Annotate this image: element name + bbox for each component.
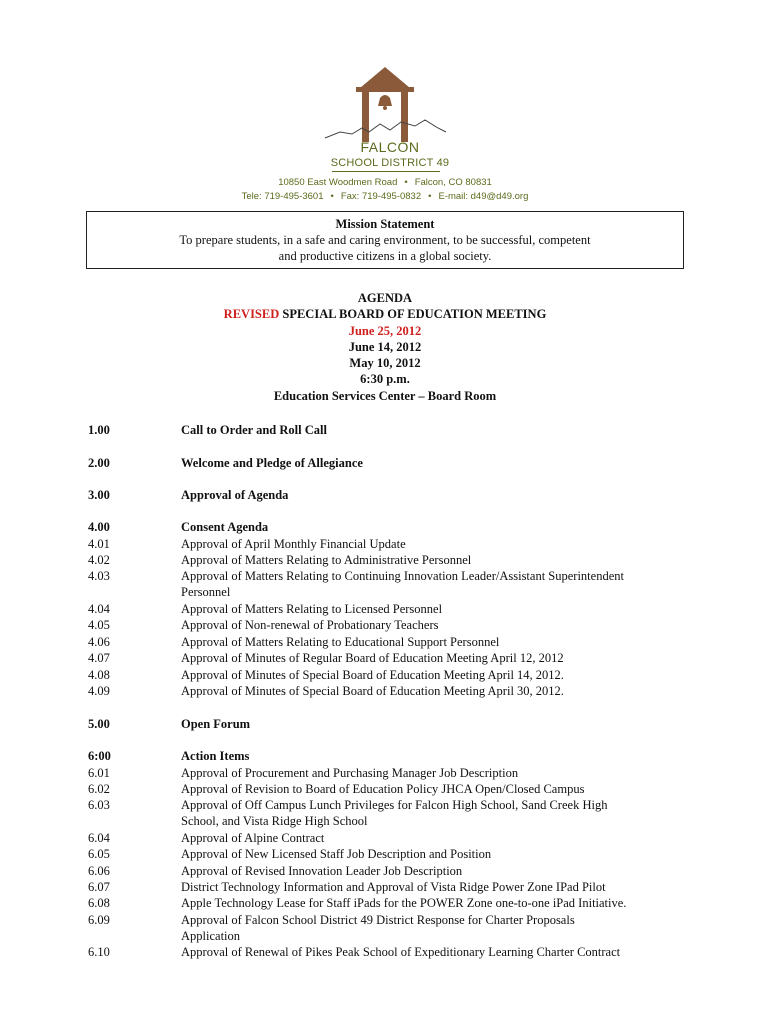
item-number: 4.06 xyxy=(88,635,110,649)
item-number: 6.07 xyxy=(88,880,110,894)
item-number: 3.00 xyxy=(88,488,110,502)
item-number: 4.01 xyxy=(88,537,110,551)
item-text: Approval of Falcon School District 49 District Response for Charter Proposals xyxy=(181,913,575,927)
item-number: 6.08 xyxy=(88,896,110,910)
agenda-title: AGENDA xyxy=(357,291,413,305)
agenda-header xyxy=(0,290,770,404)
item-number: 6.09 xyxy=(88,913,110,927)
item-text: Approval of Revision to Board of Education Policy JHCA Open/Closed Campus xyxy=(181,782,585,796)
phone-number: Tele: 719-495-3601 xyxy=(241,191,324,202)
mission-line-2: and productive citizens in a global society. xyxy=(278,249,492,263)
item-text: Approval of Matters Relating to Educational Support Personnel xyxy=(181,635,500,649)
separator-dot: • xyxy=(330,191,334,202)
meeting-name: SPECIAL BOARD OF EDUCATION MEETING xyxy=(279,307,547,322)
meeting-time: 6:30 p.m. xyxy=(360,372,410,387)
item-text-continued: Application xyxy=(181,929,241,943)
item-text: Approval of Renewal of Pikes Peak School of Expeditionary Learning Charter Contract xyxy=(181,945,621,959)
item-number: 4.02 xyxy=(88,553,110,567)
address-line-1 xyxy=(0,177,770,188)
separator-dot: • xyxy=(428,191,432,202)
item-text: Approval of Agenda xyxy=(181,488,289,502)
item-number: 6.05 xyxy=(88,847,110,861)
city-address: Falcon, CO 80831 xyxy=(414,177,492,188)
logo-underline xyxy=(332,171,440,172)
item-text: Action Items xyxy=(181,749,250,763)
item-text: Approval of Procurement and Purchasing Manager Job Description xyxy=(181,766,519,780)
item-text: Approval of Minutes of Special Board of Education Meeting April 14, 2012. xyxy=(181,668,564,682)
bell-clapper xyxy=(383,106,387,110)
item-text: Approval of Minutes of Special Board of Education Meeting April 30, 2012. xyxy=(181,684,564,698)
item-text: Approval of Matters Relating to Administrative Personnel xyxy=(181,553,472,567)
mountain-line xyxy=(325,120,446,138)
item-text: District Technology Information and Approval of Vista Ridge Power Zone IPad Pilot xyxy=(181,880,606,894)
mission-title: Mission Statement xyxy=(335,217,435,231)
logo-name: FALCON xyxy=(360,139,420,155)
meeting-date-3: May 10, 2012 xyxy=(349,356,421,371)
item-number: 6.04 xyxy=(88,831,110,845)
right-pillar xyxy=(401,92,408,142)
item-number: 6.03 xyxy=(88,798,110,812)
revised-label: REVISED xyxy=(223,307,280,322)
item-text: Approval of April Monthly Financial Update xyxy=(181,537,406,551)
roof-shape xyxy=(360,67,410,88)
item-text: Apple Technology Lease for Staff iPads for the POWER Zone one-to-one iPad Initiative. xyxy=(181,896,627,910)
item-text: Approval of Revised Innovation Leader Job Description xyxy=(181,864,463,878)
meeting-date-new: June 25, 2012 xyxy=(348,323,422,338)
item-number: 2.00 xyxy=(88,456,110,470)
fax-number: Fax: 719-495-0832 xyxy=(340,191,422,202)
item-text: Consent Agenda xyxy=(181,520,269,534)
item-number: 6:00 xyxy=(88,749,111,763)
left-pillar xyxy=(362,92,369,142)
item-number: 4.03 xyxy=(88,569,110,583)
meeting-date-2: June 14, 2012 xyxy=(348,339,422,354)
item-number: 6.10 xyxy=(88,945,110,959)
item-text: Approval of Matters Relating to Licensed Personnel xyxy=(181,602,443,616)
item-text: Approval of New Licensed Staff Job Description and Position xyxy=(181,847,492,861)
item-text: Approval of Off Campus Lunch Privileges for Falcon High School, Sand Creek High xyxy=(181,798,608,812)
mission-statement-box xyxy=(86,211,684,269)
item-text: Approval of Alpine Contract xyxy=(181,831,325,845)
item-text: Call to Order and Roll Call xyxy=(181,423,327,437)
item-text: Open Forum xyxy=(181,717,251,731)
item-number: 6.01 xyxy=(88,766,110,780)
roof-beam xyxy=(356,87,414,92)
item-number: 1.00 xyxy=(88,423,110,437)
item-text: Approval of Minutes of Regular Board of Education Meeting April 12, 2012 xyxy=(181,651,564,665)
meeting-title xyxy=(0,306,770,322)
item-number: 4.09 xyxy=(88,684,110,698)
item-number: 6.02 xyxy=(88,782,110,796)
item-number: 6.06 xyxy=(88,864,110,878)
item-text: Approval of Matters Relating to Continuing Innovation Leader/Assistant Superintendent xyxy=(181,569,624,583)
item-text: Welcome and Pledge of Allegiance xyxy=(181,456,363,470)
item-text-continued: School, and Vista Ridge High School xyxy=(181,814,368,828)
item-text: Approval of Non-renewal of Probationary Teachers xyxy=(181,618,439,632)
item-number: 4.07 xyxy=(88,651,110,665)
item-number: 4.04 xyxy=(88,602,110,616)
address-line-2 xyxy=(0,191,770,202)
street-address: 10850 East Woodmen Road xyxy=(278,177,398,188)
item-number: 4.05 xyxy=(88,618,110,632)
mission-line-1: To prepare students, in a safe and caring environment, to be successful, competent xyxy=(179,233,591,247)
email-address: E-mail: d49@d49.org xyxy=(438,191,529,202)
item-number: 5.00 xyxy=(88,717,110,731)
item-number: 4.00 xyxy=(88,520,110,534)
meeting-location: Education Services Center – Board Room xyxy=(273,388,497,403)
item-text-continued: Personnel xyxy=(181,585,231,599)
bell-icon xyxy=(378,95,392,106)
logo-subtitle: SCHOOL DISTRICT 49 xyxy=(330,157,450,169)
separator-dot: • xyxy=(404,177,408,188)
item-number: 4.08 xyxy=(88,668,110,682)
